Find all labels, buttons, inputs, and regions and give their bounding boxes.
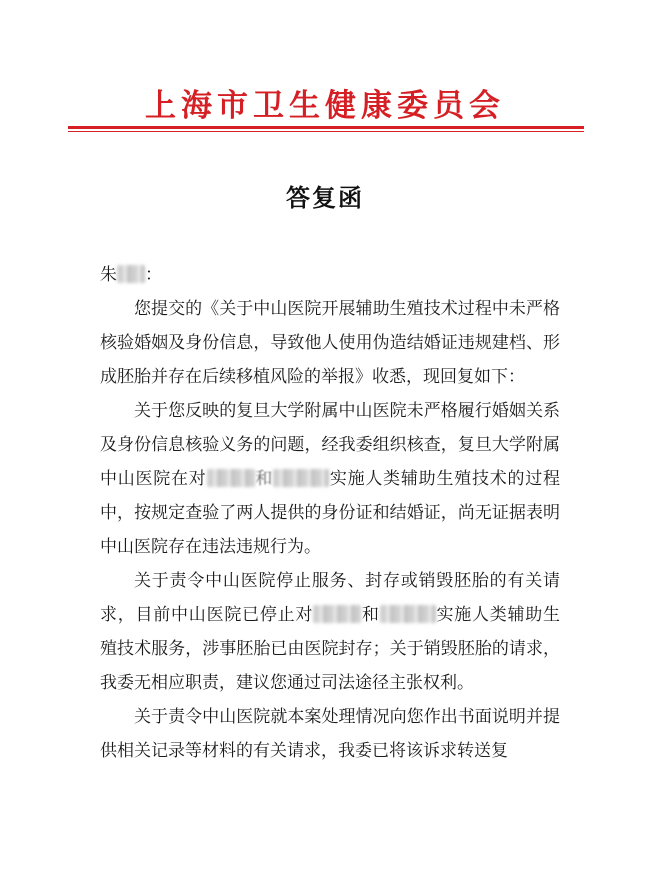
redacted-name [117,265,145,283]
redacted-name [380,605,436,623]
document-body [100,258,560,768]
salutation [100,258,560,292]
paragraph-embryo-text-2: 实施人类辅助生殖技术服务，涉事胚胎已由医院封存；关于销毁胚胎的请求，我委无相应职责，建议您通过司法途径主张权利。 [100,605,561,693]
document-title: 答复函 [286,184,364,212]
salutation-suffix: ： [145,265,162,285]
salutation-name: 朱 [100,265,117,285]
redacted-name [273,469,329,487]
paragraph-verification-text-1: 关于您反映的复旦大学附属中山医院未严格履行婚姻关系及身份信息核验义务的问题，经我委组织核查，复旦大学附属中山医院在对 [100,401,560,489]
paragraph-verification-text-2: 实施人类辅助生殖技术的过程中，按规定查验了两人提供的身份证和结婚证，尚无证据表明中山医院存在违法违规行为。 [100,469,561,557]
redacted-name [207,469,255,487]
paragraph-embryo-request [100,564,560,700]
paragraph-written-explanation: 关于责令中山医院就本案处理情况向您作出书面说明并提供相关记录等材料的有关请求，我委已将该诉求转送复 [100,707,560,761]
letterhead-rule-thin [68,131,584,132]
letterhead-org-name: 上海市卫生健康委员会 [145,88,505,124]
paragraph-receipt: 您提交的《关于中山医院开展辅助生殖技术过程中未严格核验婚姻及身份信息，导致他人使用伪造结婚证违规建档、形成胚胎并存在后续移植风险的举报》收悉，现回复如下： [100,299,560,387]
paragraph-verification [100,394,560,564]
letterhead-rule-thick [68,126,584,129]
redacted-name [313,605,361,623]
paragraph-embryo-connector: 和 [361,605,380,625]
redacted-connector: 和 [254,469,274,489]
paragraph-embryo-text-1: 关于责令中山医院停止服务、封存或销毁胚胎的有关请求，目前中山医院已停止对 [100,571,560,625]
